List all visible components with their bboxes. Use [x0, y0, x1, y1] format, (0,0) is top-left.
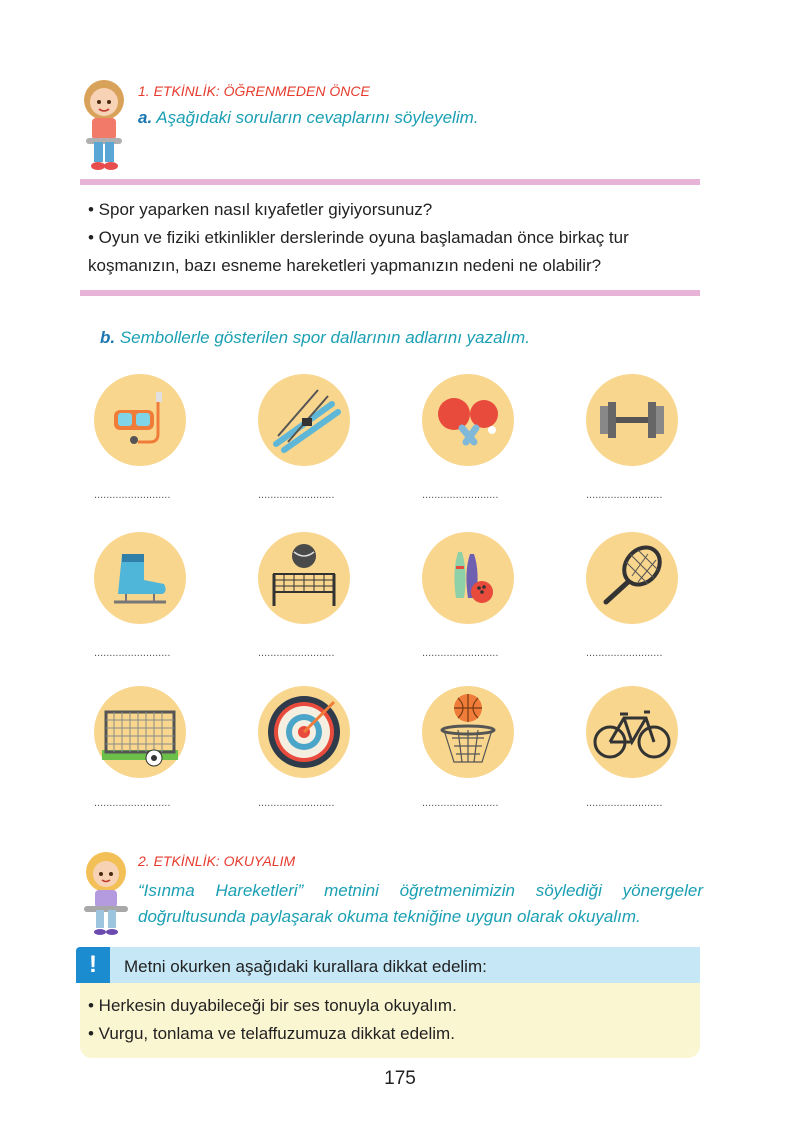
answer-blank-6[interactable]: .........................	[258, 647, 335, 659]
bowling-icon	[422, 532, 514, 624]
rule-1: • Herkesin duyabileceği bir ses tonuyla okuyalım.	[88, 996, 457, 1015]
answer-blank-10[interactable]: .........................	[258, 797, 335, 809]
ice-skate-icon	[94, 532, 186, 624]
part-a-instruction	[138, 108, 478, 128]
page-number: 175	[384, 1068, 416, 1089]
part-a-text: Aşağıdaki soruların cevaplarını söyleyelim.	[156, 108, 479, 127]
bicycle-icon	[586, 686, 678, 778]
girl-reading-illustration	[76, 78, 132, 174]
answer-blank-9[interactable]: .........................	[94, 797, 171, 809]
part-b-letter: b.	[100, 328, 116, 347]
answer-blank-4[interactable]: .........................	[586, 489, 663, 501]
divider-top	[80, 179, 700, 185]
rule-2: • Vurgu, tonlama ve telaffuzumuza dikkat edelim.	[88, 1024, 455, 1043]
volleyball-icon	[258, 532, 350, 624]
dartboard-icon	[258, 686, 350, 778]
answer-blank-2[interactable]: .........................	[258, 489, 335, 501]
diving-mask-icon	[94, 374, 186, 466]
divider-bottom	[80, 290, 700, 296]
answer-blank-8[interactable]: .........................	[586, 647, 663, 659]
answer-blank-3[interactable]: .........................	[422, 489, 499, 501]
dumbbell-icon	[586, 374, 678, 466]
activity2-title: 2. ETKİNLİK: OKUYALIM	[138, 853, 296, 869]
girl-sitting-illustration	[78, 848, 136, 938]
tennis-racket-icon	[586, 532, 678, 624]
part-a-letter: a.	[138, 108, 153, 127]
answer-blank-1[interactable]: .........................	[94, 489, 171, 501]
basketball-icon	[422, 686, 514, 778]
notice-heading: Metni okurken aşağıdaki kurallara dikkat edelim:	[124, 957, 487, 976]
notice-body	[80, 983, 700, 1058]
football-goal-icon	[94, 686, 186, 778]
answer-blank-11[interactable]: .........................	[422, 797, 499, 809]
activity2-text: “Isınma Hareketleri” metnini öğretmenimizin söylediği yönergeler doğrultusunda paylaşarak okuma tekniğine uygun olarak okuyalım.	[138, 881, 703, 926]
part-b-instruction	[100, 328, 530, 348]
table-tennis-icon	[422, 374, 514, 466]
answer-blank-12[interactable]: .........................	[586, 797, 663, 809]
question-1: • Spor yaparken nasıl kıyafetler giyiyorsunuz?	[88, 200, 433, 219]
answer-blank-7[interactable]: .........................	[422, 647, 499, 659]
question-2: • Oyun ve fiziki etkinlikler derslerinde oyuna başlamadan önce birkaç tur koşmanızın, bazı esneme hareketleri yapmanızın nedeni ne olabilir?	[88, 228, 629, 275]
exclamation-icon: !	[76, 947, 110, 983]
skis-icon	[258, 374, 350, 466]
part-b-text: Sembollerle gösterilen spor dallarının adlarını yazalım.	[119, 328, 530, 347]
activity1-title: 1. ETKİNLİK: ÖĞRENMEDEN ÖNCE	[138, 83, 370, 99]
answer-blank-5[interactable]: .........................	[94, 647, 171, 659]
